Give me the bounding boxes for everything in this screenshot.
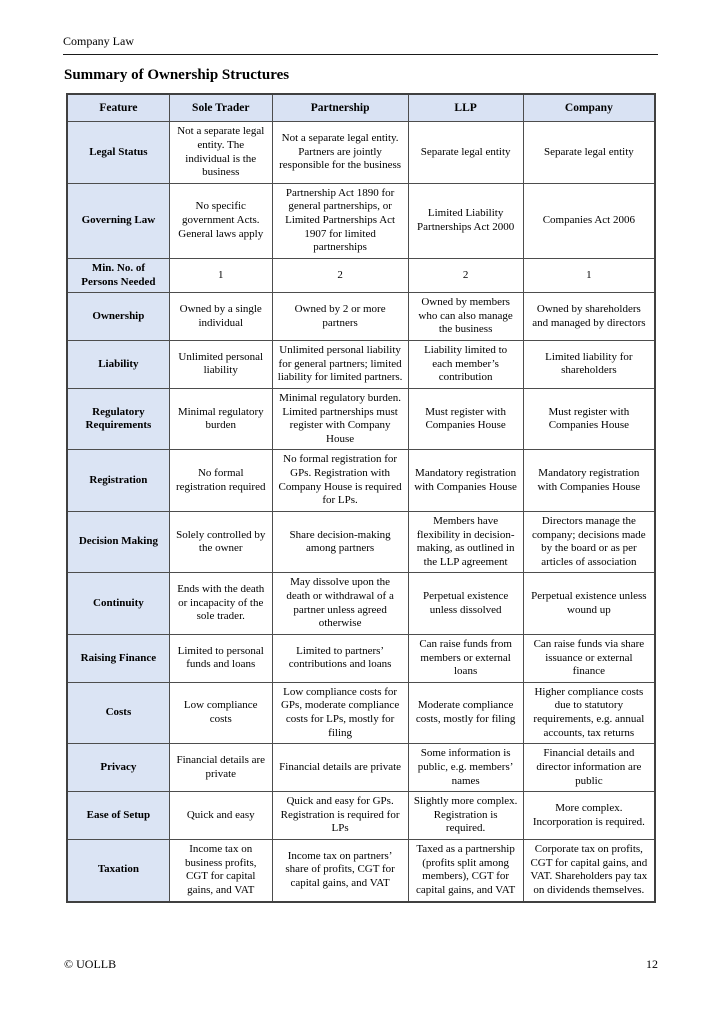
table-row (67, 293, 655, 341)
table-cell: Financial details are private (169, 744, 272, 792)
table-row (67, 511, 655, 573)
feature-cell: Costs (67, 682, 169, 744)
table-cell: Ends with the death or incapacity of the sole trader. (169, 573, 272, 635)
table-cell: Some information is public, e.g. members’ names (408, 744, 523, 792)
column-header: Feature (67, 94, 169, 122)
table-cell: Partnership Act 1890 for general partnerships, or Limited Partnerships Act 1907 for limited partnerships (272, 183, 408, 258)
page-number: 12 (646, 957, 658, 971)
table-cell: No formal registration required (169, 450, 272, 512)
table-cell: Higher compliance costs due to statutory requirements, e.g. annual accounts, tax returns (523, 682, 655, 744)
table-cell: Financial details are private (272, 744, 408, 792)
table-cell: Financial details and director information are public (523, 744, 655, 792)
table-row (67, 573, 655, 635)
table-cell: Owned by shareholders and managed by directors (523, 293, 655, 341)
column-header: Partnership (272, 94, 408, 122)
table-cell: Separate legal entity (523, 122, 655, 184)
table-cell: Minimal regulatory burden. Limited partnerships must register with Company House (272, 388, 408, 450)
table-cell: No specific government Acts. General laws apply (169, 183, 272, 258)
table-cell: Mandatory registration with Companies House (408, 450, 523, 512)
table-cell: Companies Act 2006 (523, 183, 655, 258)
table-cell: Limited Liability Partnerships Act 2000 (408, 183, 523, 258)
copyright-text: © UOLLB (64, 957, 117, 971)
table-cell: Moderate compliance costs, mostly for filing (408, 682, 523, 744)
table-cell: 2 (408, 258, 523, 292)
table-cell: Income tax on partners’ share of profits, CGT for capital gains, and VAT (272, 840, 408, 902)
table-row (67, 840, 655, 902)
table-cell: Income tax on business profits, CGT for capital gains, and VAT (169, 840, 272, 902)
table-cell: Corporate tax on profits, CGT for capital gains, and VAT. Shareholders pay tax on dividends themselves. (523, 840, 655, 902)
column-header: LLP (408, 94, 523, 122)
feature-cell: Regulatory Requirements (67, 388, 169, 450)
table-row (67, 388, 655, 450)
table-cell: Quick and easy for GPs. Registration is required for LPs (272, 792, 408, 840)
table-cell: Limited liability for shareholders (523, 341, 655, 389)
table-cell: Share decision-making among partners (272, 511, 408, 573)
table-cell: Quick and easy (169, 792, 272, 840)
table-cell: Solely controlled by the owner (169, 511, 272, 573)
feature-cell: Taxation (67, 840, 169, 902)
table-cell: Directors manage the company; decisions made by the board or as per articles of association (523, 511, 655, 573)
feature-cell: Min. No. of Persons Needed (67, 258, 169, 292)
table-cell: Low compliance costs for GPs, moderate compliance costs for LPs, mostly for filing (272, 682, 408, 744)
table-cell: Unlimited personal liability for general partners; limited liability for limited partners. (272, 341, 408, 389)
table-cell: Limited to partners’ contributions and loans (272, 634, 408, 682)
table-cell: Perpetual existence unless wound up (523, 573, 655, 635)
page-title: Summary of Ownership Structures (64, 67, 290, 83)
table-row (67, 744, 655, 792)
feature-cell: Liability (67, 341, 169, 389)
feature-cell: Continuity (67, 573, 169, 635)
feature-cell: Raising Finance (67, 634, 169, 682)
feature-cell: Decision Making (67, 511, 169, 573)
table-row (67, 183, 655, 258)
table-cell: Minimal regulatory burden (169, 388, 272, 450)
table-row (67, 258, 655, 292)
table-cell: Separate legal entity (408, 122, 523, 184)
table-cell: Mandatory registration with Companies House (523, 450, 655, 512)
table-row (67, 122, 655, 184)
table-cell: Low compliance costs (169, 682, 272, 744)
table-cell: 1 (169, 258, 272, 292)
table-row (67, 634, 655, 682)
feature-cell: Registration (67, 450, 169, 512)
table-cell: Unlimited personal liability (169, 341, 272, 389)
table-cell: Not a separate legal entity. Partners are jointly responsible for the business (272, 122, 408, 184)
column-header: Sole Trader (169, 94, 272, 122)
table-cell: 1 (523, 258, 655, 292)
table-cell: Limited to personal funds and loans (169, 634, 272, 682)
running-header-title: Company Law (63, 34, 134, 48)
table-cell: Taxed as a partnership (profits split among members), CGT for capital gains, and VAT (408, 840, 523, 902)
page-footer (64, 957, 658, 972)
table-row (67, 341, 655, 389)
table-row (67, 682, 655, 744)
table-cell: Slightly more complex. Registration is required. (408, 792, 523, 840)
table-cell: Members have flexibility in decision-making, as outlined in the LLP agreement (408, 511, 523, 573)
ownership-structures-table (66, 93, 656, 903)
table-cell: Liability limited to each member’s contribution (408, 341, 523, 389)
feature-cell: Legal Status (67, 122, 169, 184)
feature-cell: Ownership (67, 293, 169, 341)
table-row (67, 450, 655, 512)
table-header-row (67, 94, 655, 122)
table-cell: 2 (272, 258, 408, 292)
table-cell: Perpetual existence unless dissolved (408, 573, 523, 635)
table-cell: Owned by 2 or more partners (272, 293, 408, 341)
table-cell: Owned by members who can also manage the business (408, 293, 523, 341)
table-cell: Must register with Companies House (523, 388, 655, 450)
table-cell: Must register with Companies House (408, 388, 523, 450)
feature-cell: Governing Law (67, 183, 169, 258)
table-cell: Owned by a single individual (169, 293, 272, 341)
feature-cell: Privacy (67, 744, 169, 792)
table-cell: More complex. Incorporation is required. (523, 792, 655, 840)
table-cell: Can raise funds via share issuance or external finance (523, 634, 655, 682)
table-cell: Not a separate legal entity. The individual is the business (169, 122, 272, 184)
table-row (67, 792, 655, 840)
ownership-table-wrap (66, 93, 656, 903)
column-header: Company (523, 94, 655, 122)
table-cell: No formal registration for GPs. Registration with Company House is required for LPs. (272, 450, 408, 512)
table-cell: Can raise funds from members or external loans (408, 634, 523, 682)
table-cell: May dissolve upon the death or withdrawal of a partner unless agreed otherwise (272, 573, 408, 635)
running-header (63, 34, 658, 55)
feature-cell: Ease of Setup (67, 792, 169, 840)
